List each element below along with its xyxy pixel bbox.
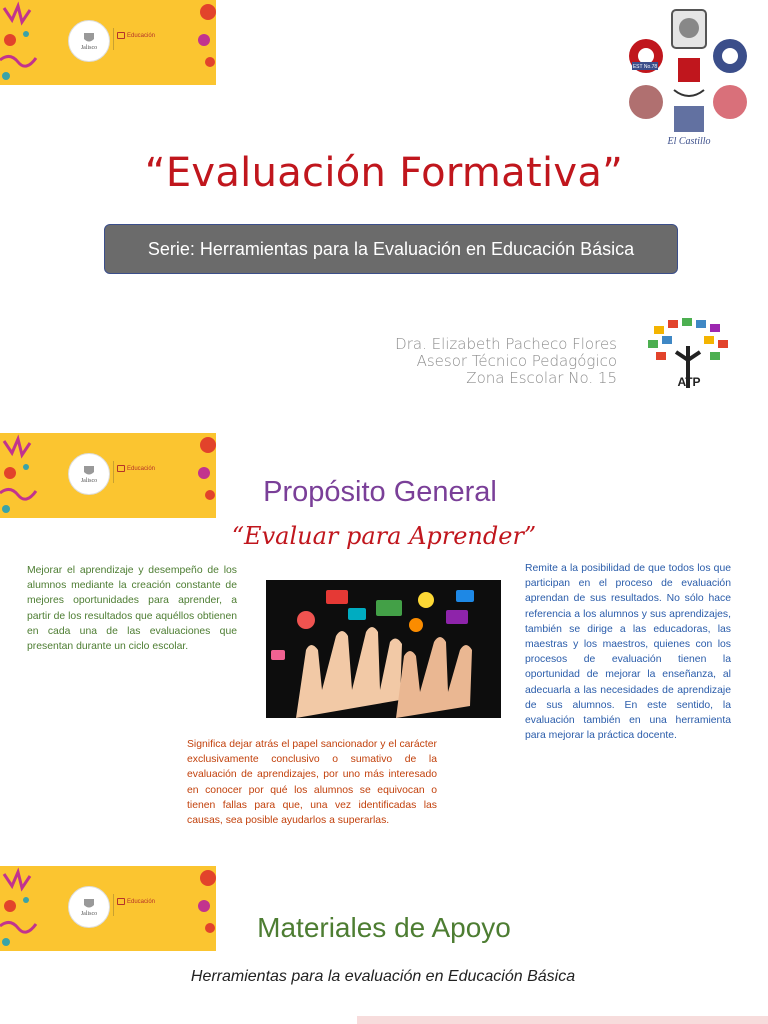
book-icon [117,465,125,472]
purpose-title: Propósito General [263,476,497,508]
series-banner: Serie: Herramientas para la Evaluación en Educación Básica [104,224,678,274]
next-page-strip [357,1016,768,1024]
author-block [395,336,617,387]
decorative-circles-icon [194,0,216,85]
book-icon [117,898,125,905]
banner-divider [113,28,114,50]
atp-tree-logo [644,316,734,394]
svg-text:El Castillo: El Castillo [667,136,711,147]
school-logos [624,6,754,152]
author-role: Asesor Técnico Pedagógico [416,352,617,370]
purpose-paragraph-center: Significa dejar atrás el papel sancionador y el carácter exclusivamente conclusivo o sumativo de la evaluación de aprendizajes, por uno más interesado en conocer por qué los alumnos se equivocan o tienen fallas para que, una vez identificadas las causas, sea posible ayudarlos a superarlas. [187,739,437,827]
svg-text:EST No.78: EST No.78 [632,64,658,70]
author-name: Dra. Elizabeth Pacheco Flores [395,335,617,353]
education-label: Educación [117,465,155,472]
svg-text:ATP: ATP [677,375,701,389]
education-label: Educación [117,898,155,905]
decorative-pattern-icon [0,0,44,85]
jalisco-banner [0,0,216,85]
author-zone: Zona Escolar No. 15 [466,369,617,387]
book-icon [117,32,125,39]
purpose-paragraph-right: Remite a la posibilidad de que todos los que participan en el proceso de evaluación aprendan de sus resultados. No sólo hace referencia a los alumnos y sus aprendizajes, también se dirige a las educadoras, las maestras y los maestros, quienes con los procesos de evaluación tienen la oportunidad de mejorar la enseñanza, al adecuarla a las necesidades de aprendizaje de sus alumnos. En este sentido, la evaluación también en una herramienta para mejorar la práctica docente. [525,563,731,742]
coat-of-arms-icon [82,897,96,911]
education-label: Educación [117,32,155,39]
jalisco-seal: Jalisco [68,453,110,495]
jalisco-seal: Jalisco [68,20,110,62]
hands-speech-bubbles-image [266,580,501,718]
materials-subtitle: Herramientas para la evaluación en Educación Básica [190,968,576,985]
materials-title: Materiales de Apoyo [257,912,511,943]
purpose-paragraph-left: Mejorar el aprendizaje y desempeño de los alumnos mediante la creación constante de mejores oportunidades para aprender, a partir de los resultados que aquéllos obtienen en cada una de las evaluaciones que presentan durante un ciclo escolar. [27,565,237,653]
page-title: “Evaluación Formativa” [144,150,624,196]
coat-of-arms-icon [82,31,96,45]
purpose-motto: “Evaluar para Aprender” [231,522,537,550]
jalisco-seal: Jalisco [68,886,110,928]
